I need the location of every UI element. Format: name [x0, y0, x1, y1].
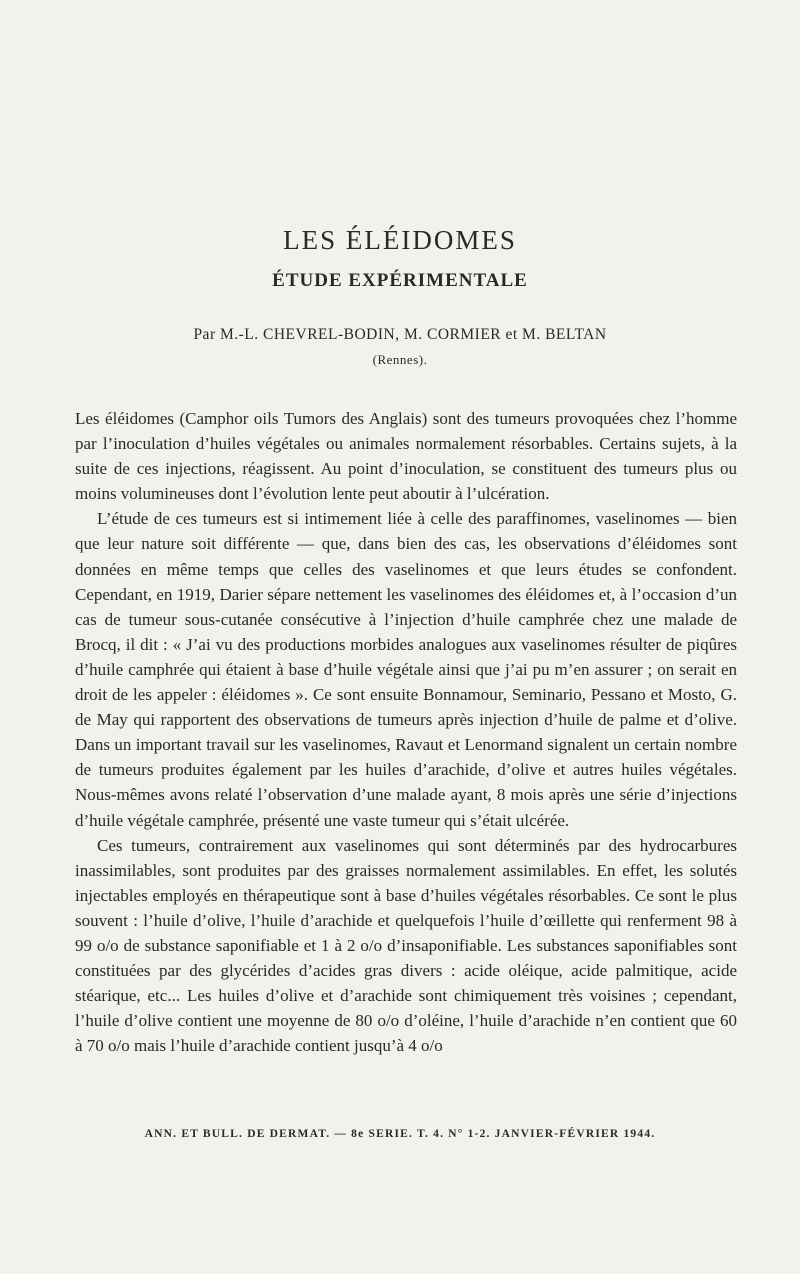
article-title: LES ÉLÉIDOMES [283, 225, 517, 255]
journal-footer: ANN. ET BULL. DE DERMAT. — 8e SERIE. T. 4. N° 1-2. JANVIER-FÉVRIER 1944. [144, 1128, 656, 1140]
affiliation: (Rennes). [372, 352, 428, 367]
body-text [75, 406, 737, 1058]
paragraph: L’étude de ces tumeurs est si intimement liée à celle des paraffinomes, vaselinomes — bien que leur nature soit différente — que, dans bien des cas, les observations d’éléidomes sont données en même temps que celles des vaselinomes et que leurs études se confondent. Cependant, en 1919, Darier sépare nettement les vaselinomes des éléidomes et, à l’occasion d’un cas de tumeur sous-cutanée consécutive à l’injection d’huile camphrée chez une malade de Brocq, il dit : « J’ai vu des productions morbides analogues aux vaselinomes résulter de piqûres d’huile camphrée qui étaient à base d’huile végétale ainsi que j’ai pu m’en assurer ; on serait en droit de les appeler : éléidomes ». Ce sont ensuite Bonnamour, Seminario, Pessano et Mosto, G. de May qui rapportent des observations de tumeurs après injection d’huile de palme et d’olive. Dans un important travail sur les vaselinomes, Ravaut et Lenormand signalent un certain nombre de tumeurs produites également par les huiles d’arachide, d’olive et autres huiles végétales. Nous-mêmes avons relaté l’observation d’une malade ayant, 8 mois après une série d’injections d’huile végétale camphrée, présenté une vaste tumeur qui s’était ulcérée. [75, 509, 737, 830]
paragraph: Ces tumeurs, contrairement aux vaselinomes qui sont déterminés par des hydrocarbures inassimilables, sont produites par des graisses normalement assimilables. En effet, les solutés injectables employés en thérapeutique sont à base d’huiles végétales résorbables. Ce sont le plus souvent : l’huile d’olive, l’huile d’arachide et quelquefois l’huile d’œillette qui renferment 98 à 99 o/o de substance saponifiable et 1 à 2 o/o d’insaponifiable. Les substances saponifiables sont constituées par des glycérides d’acides gras divers : acide oléique, acide palmitique, acide stéarique, etc... Les huiles d’olive et d’arachide sont chimiquement très voisines ; cependant, l’huile d’olive contient une moyenne de 80 o/o d’oléine, l’huile d’arachide n’en contient que 60 à 70 o/o mais l’huile d’arachide contient jusqu’à 4 o/o [75, 835, 737, 1056]
authors-line: Par M.-L. CHEVREL-BODIN, M. CORMIER et M. BELTAN [193, 326, 607, 343]
article-subtitle: ÉTUDE EXPÉRIMENTALE [272, 270, 528, 291]
paragraph: Les éléidomes (Camphor oils Tumors des Anglais) sont des tumeurs provoquées chez l’homme par l’inoculation d’huiles végétales ou animales normalement résorbables. Certains sujets, à la suite de ces injections, réagissent. Au point d’inoculation, se constituent des tumeurs plus ou moins volumineuses dont l’évolution lente peut aboutir à l’ulcération. [75, 409, 737, 504]
